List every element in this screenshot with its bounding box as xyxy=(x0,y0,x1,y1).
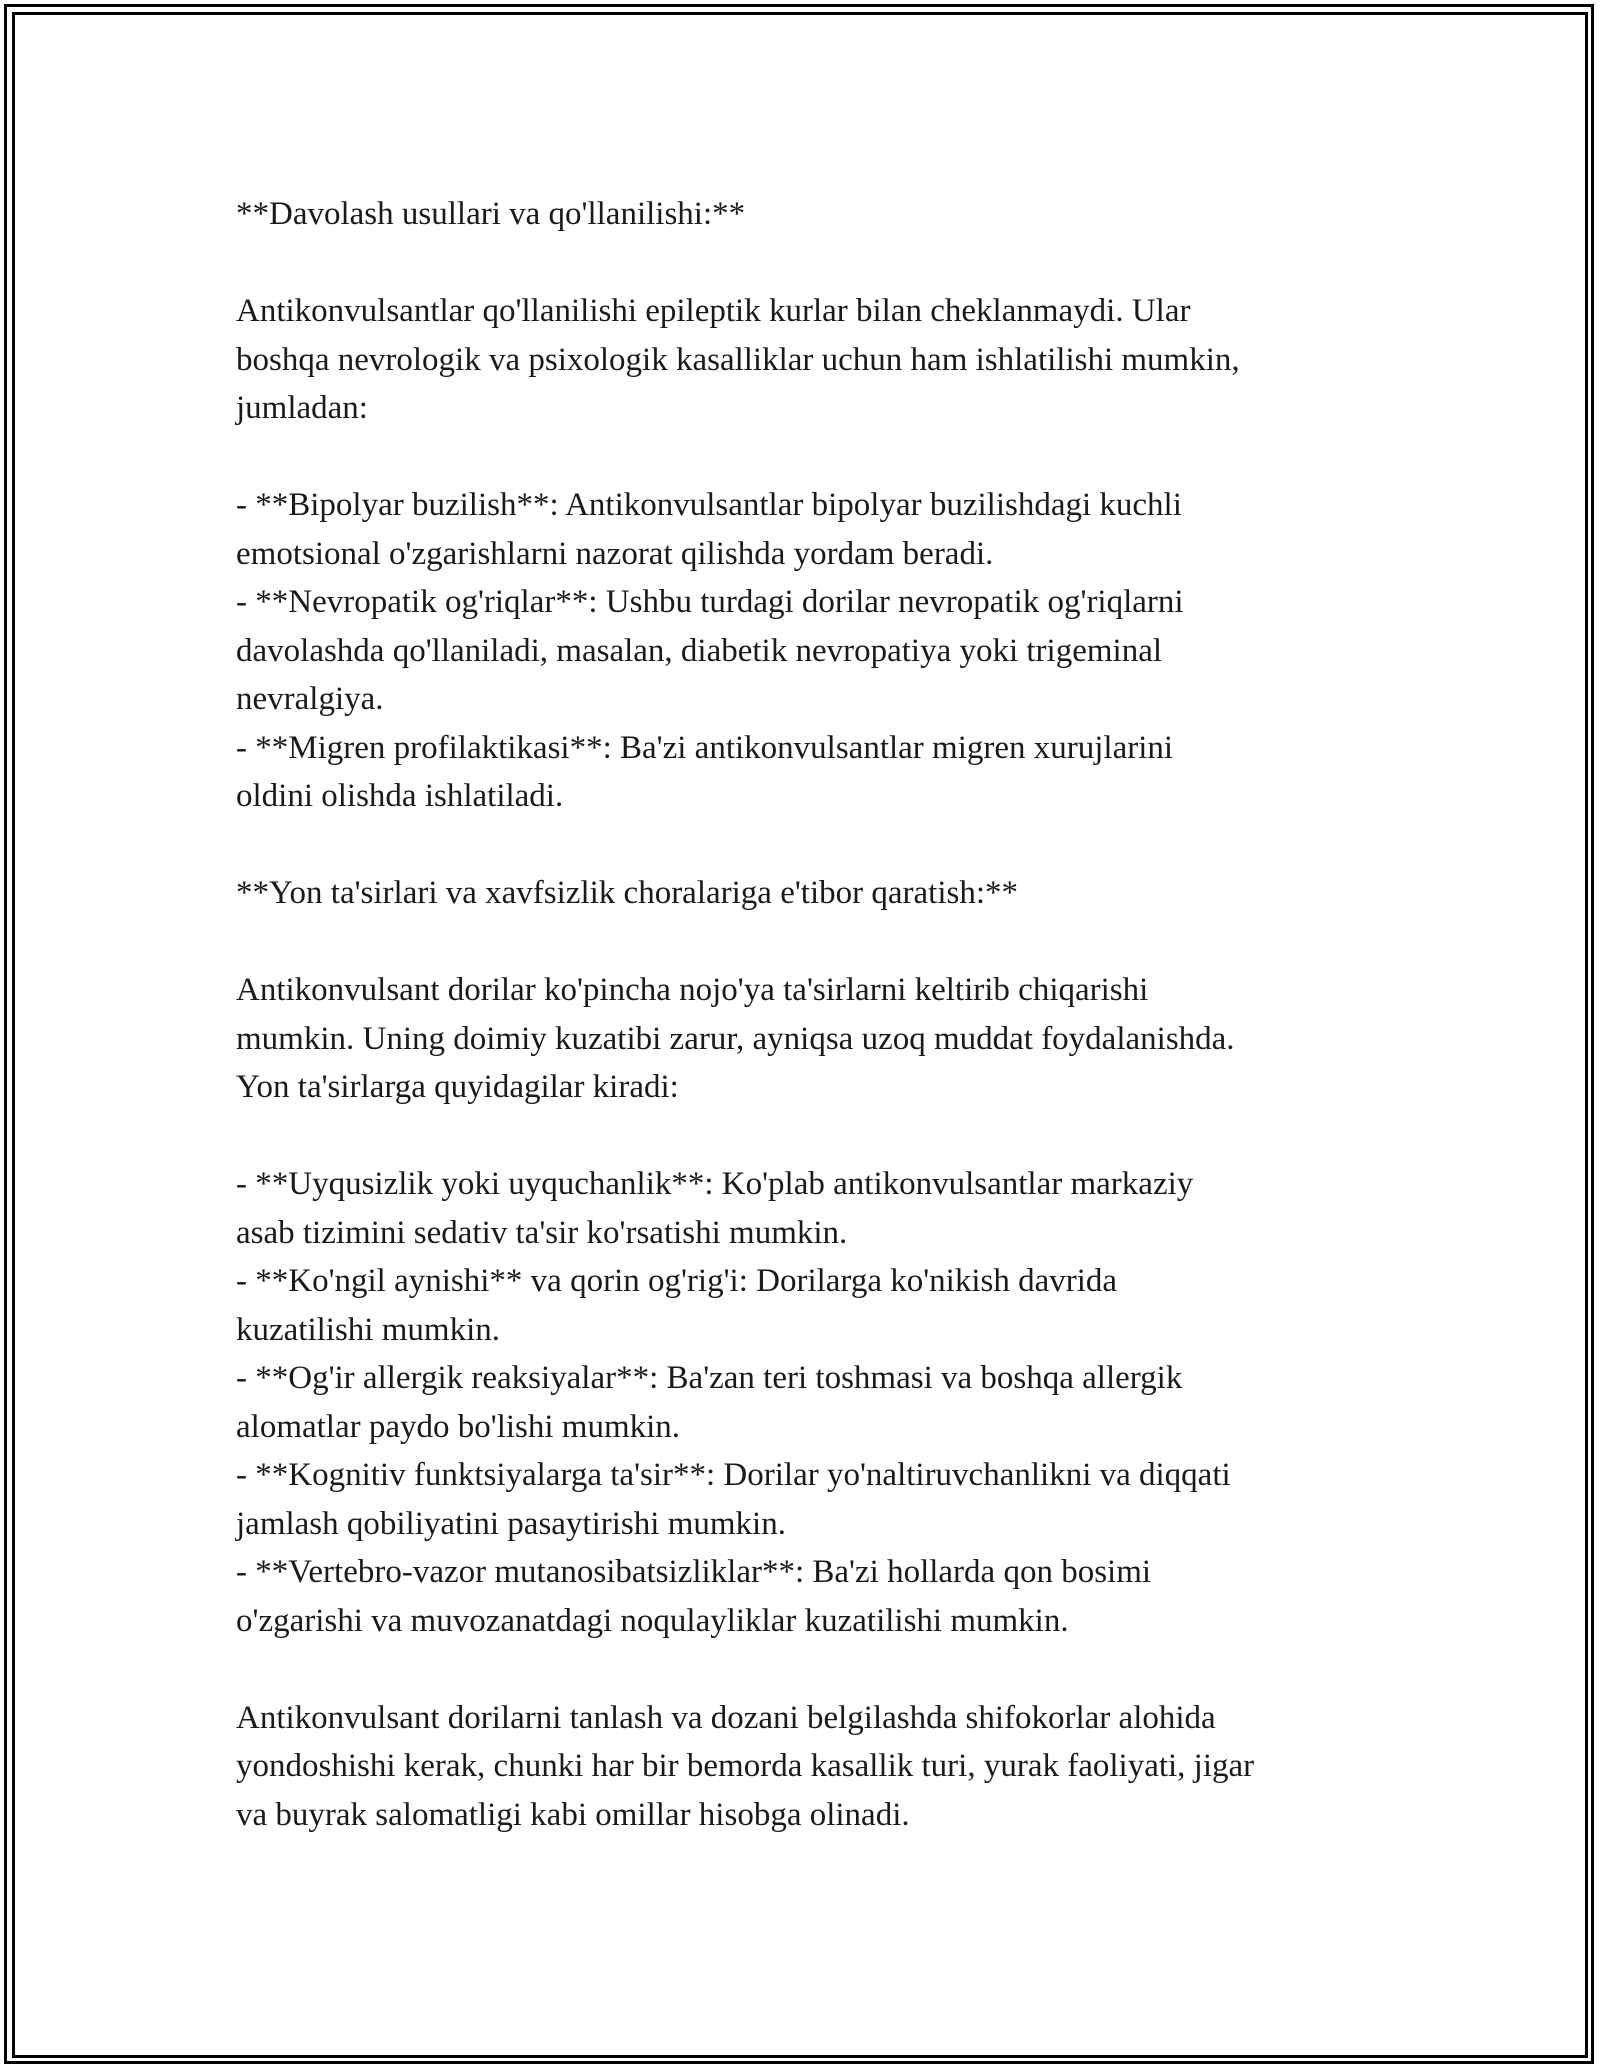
list-item-line: emotsional o'zgarishlarni nazorat qilishda yordam beradi. xyxy=(236,535,994,572)
text-line: **Davolash usullari va qo'llanilishi:** xyxy=(236,196,746,232)
text-line: jumladan: xyxy=(236,390,368,426)
text-line: Antikonvulsantlar qo'llanilishi epileptik kurlar bilan cheklanmaydi. Ular xyxy=(236,293,1191,329)
bullet-list xyxy=(236,481,1396,821)
paragraph xyxy=(236,287,1396,433)
list-item-line: - **Kognitiv funktsiyalarga ta'sir**: Dorilar yo'naltiruvchanlikni va diqqati xyxy=(236,1457,1231,1493)
list-item-line: o'zgarishi va muvozanatdagi noqulayliklar kuzatilishi mumkin. xyxy=(236,1602,1069,1639)
list-item-line: - **Uyqusizlik yoki uyquchanlik**: Ko'plab antikonvulsantlar markaziy xyxy=(236,1166,1194,1202)
list-item-line: - **Nevropatik og'riqlar**: Ushbu turdagi dorilar nevropatik og'riqlarni xyxy=(236,584,1184,620)
document-body xyxy=(236,190,1396,1839)
text-line: boshqa nevrologik va psixologik kasalliklar uchun ham ishlatilishi mumkin, xyxy=(236,341,1240,378)
section-heading xyxy=(236,190,1396,239)
blank-line xyxy=(236,1112,1396,1161)
blank-line xyxy=(236,821,1396,870)
list-item-line: - **Og'ir allergik reaksiyalar**: Ba'zan teri toshmasi va boshqa allergik xyxy=(236,1360,1183,1396)
paragraph xyxy=(236,966,1396,1112)
text-line: Yon ta'sirlarga quyidagilar kiradi: xyxy=(236,1069,679,1105)
list-item-line: nevralgiya. xyxy=(236,681,384,717)
list-item-line: jamlash qobiliyatini pasaytirishi mumkin. xyxy=(236,1505,786,1542)
text-line: va buyrak salomatligi kabi omillar hisobga olinadi. xyxy=(236,1796,910,1833)
text-line: Antikonvulsant dorilarni tanlash va dozani belgilashda shifokorlar alohida xyxy=(236,1699,1216,1736)
blank-line xyxy=(236,433,1396,482)
text-line: Antikonvulsant dorilar ko'pincha nojo'ya ta'sirlarni keltirib chiqarishi xyxy=(236,972,1149,1008)
list-item-line: oldini olishda ishlatiladi. xyxy=(236,778,564,814)
text-line: mumkin. Uning doimiy kuzatibi zarur, ayniqsa uzoq muddat foydalanishda. xyxy=(236,1020,1235,1057)
blank-line xyxy=(236,239,1396,288)
text-line: yondoshishi kerak, chunki har bir bemorda kasallik turi, yurak faoliyati, jigar xyxy=(236,1748,1255,1784)
section-heading xyxy=(236,869,1396,918)
list-item-line: - **Vertebro-vazor mutanosibatsizliklar**: Ba'zi hollarda qon bosimi xyxy=(236,1554,1152,1590)
blank-line xyxy=(236,918,1396,967)
blank-line xyxy=(236,1645,1396,1694)
list-item-line: kuzatilishi mumkin. xyxy=(236,1311,500,1348)
list-item-line: - **Migren profilaktikasi**: Ba'zi antikonvulsantlar migren xurujlarini xyxy=(236,729,1174,766)
list-item-line: davolashda qo'llaniladi, masalan, diabetik nevropatiya yoki trigeminal xyxy=(236,632,1163,669)
text-line: **Yon ta'sirlari va xavfsizlik choralariga e'tibor qaratish:** xyxy=(236,875,1018,911)
paragraph xyxy=(236,1694,1396,1840)
list-item-line: - **Bipolyar buzilish**: Antikonvulsantlar bipolyar buzilishdagi kuchli xyxy=(236,487,1182,523)
bullet-list xyxy=(236,1160,1396,1645)
list-item-line: asab tizimini sedativ ta'sir ko'rsatishi mumkin. xyxy=(236,1214,848,1251)
list-item-line: - **Ko'ngil aynishi** va qorin og'rig'i: Dorilarga ko'nikish davrida xyxy=(236,1263,1118,1299)
list-item-line: alomatlar paydo bo'lishi mumkin. xyxy=(236,1408,681,1445)
